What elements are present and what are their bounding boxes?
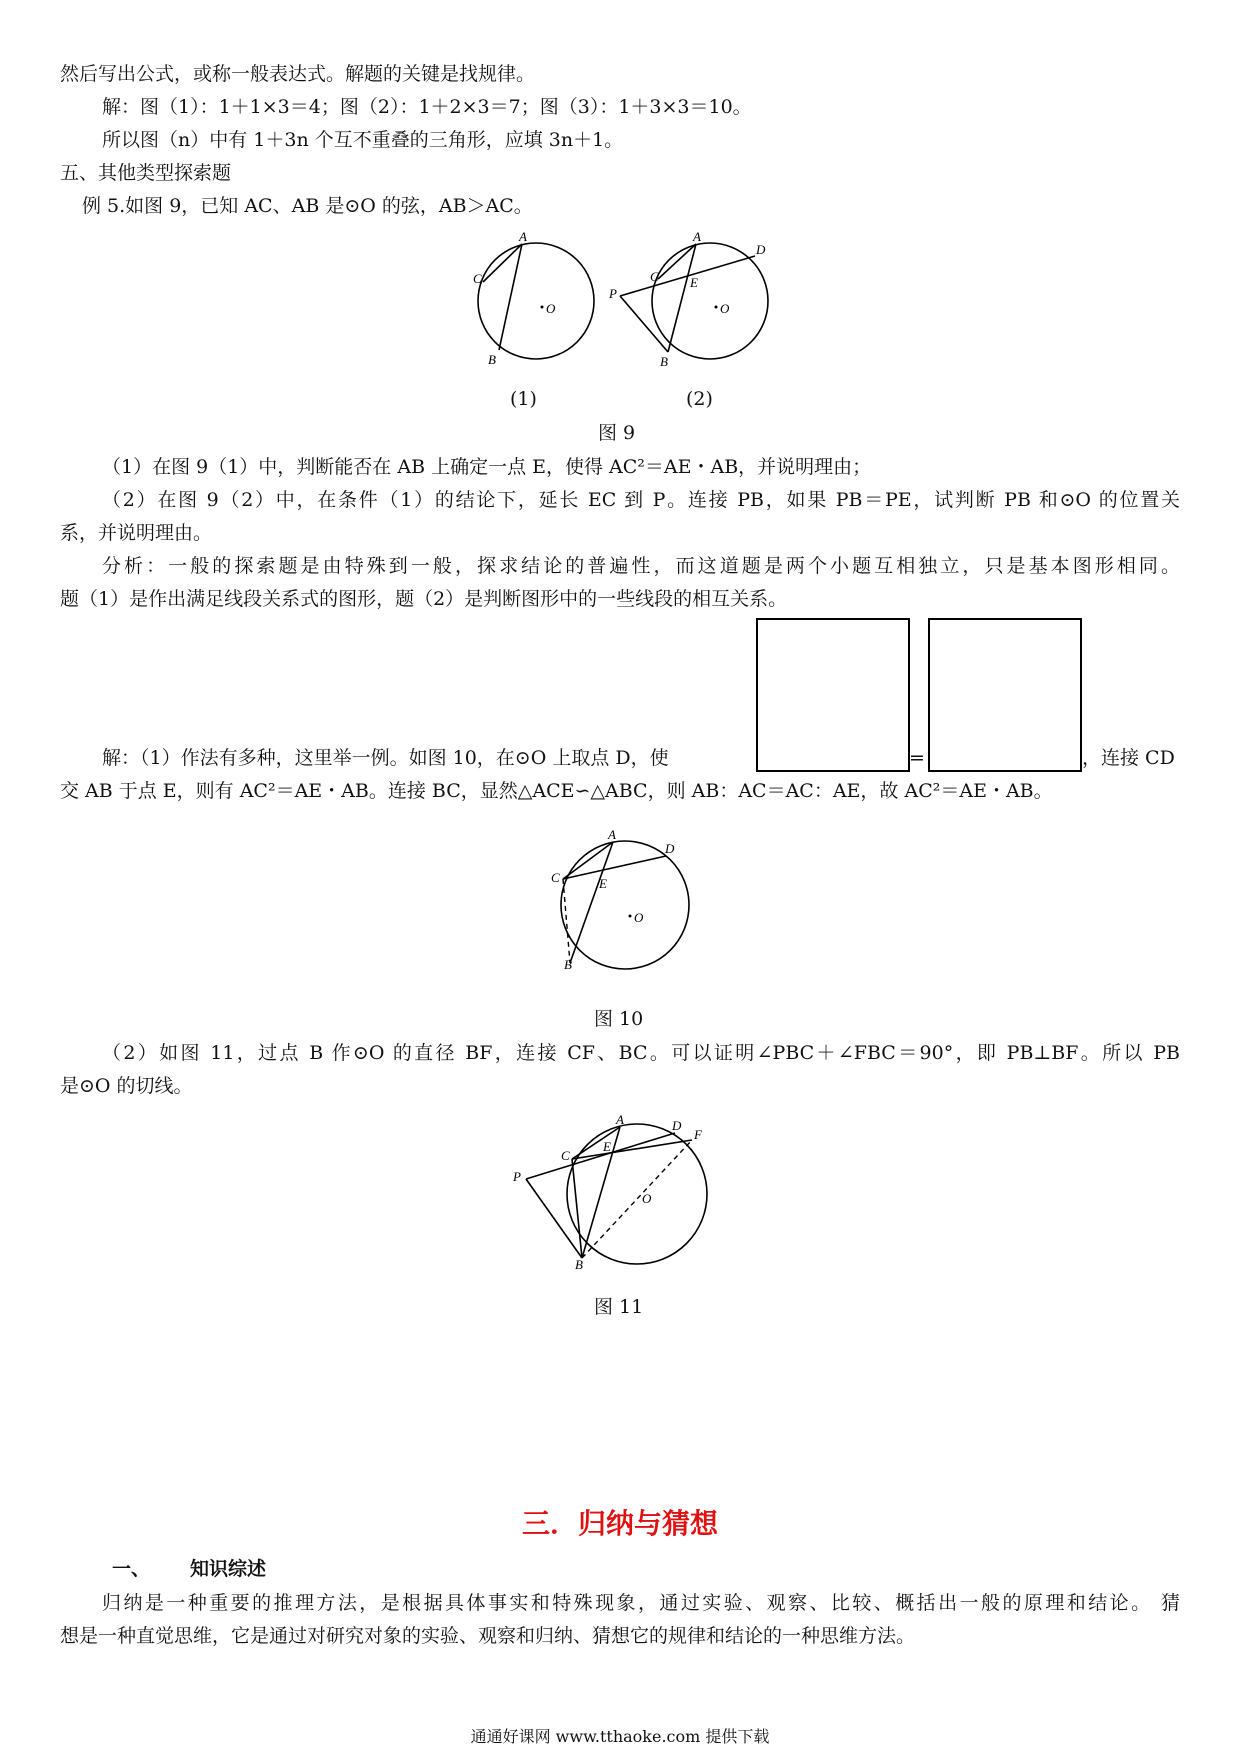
- point-label: C: [551, 870, 560, 885]
- figure-10: [548, 826, 698, 976]
- point-label: D: [665, 841, 675, 856]
- analysis: 分析：一般的探索题是由特殊到一般，探求结论的普遍性，而这道题是两个小题互相独立，只是基本图形相同。: [102, 555, 1180, 577]
- point-label: C: [473, 271, 482, 286]
- figure-caption: 图 11: [594, 1296, 644, 1318]
- question-1: （1）在图 9（1）中，判断能否在 AB 上确定一点 E，使得 AC²＝AE・AB，并说明理由；: [102, 456, 872, 478]
- chapter-heading: 三．归纳与猜想: [521, 1507, 718, 1540]
- point-label: B: [488, 352, 496, 367]
- figure-caption: 图 9: [598, 422, 636, 444]
- example-statement: 例 5.如图 9，已知 AC、AB 是⊙O 的弦，AB＞AC。: [82, 195, 533, 217]
- figure-9-2: [608, 232, 770, 367]
- question-2: （2）在图 9（2）中，在条件（1）的结论下，延长 EC 到 P。连接 PB，如果 PB＝PE，试判断 PB 和⊙O 的位置关: [102, 489, 1180, 511]
- point-label: A: [693, 232, 701, 244]
- point-label: E: [690, 275, 698, 290]
- solution-1-line2: 交 AB 于点 E，则有 AC²＝AE・AB。连接 BC，显然△ACE∽△ABC，则 AB：AC＝AC：AE，故 AC²＝AE・AB。: [60, 780, 1053, 802]
- point-label: A: [608, 827, 616, 842]
- text-line: 解：图（1）：1＋1×3＝4；图（2）：1＋2×3＝7；图（3）：1＋3×3＝10。: [102, 96, 752, 118]
- point-label: D: [756, 242, 766, 257]
- page-footer: 通通好课网 www.tthaoke.com 提供下载: [470, 1727, 770, 1746]
- figure-9-1: [470, 232, 600, 367]
- solution-1-cont: ，连接 CD: [1082, 747, 1175, 769]
- figure-subcaption: (2): [686, 388, 713, 410]
- point-label: F: [694, 1127, 702, 1142]
- figure-11: [512, 1115, 712, 1270]
- subsection-title: 知识综述: [190, 1558, 267, 1580]
- point-label: C: [561, 1148, 570, 1163]
- point-label: B: [660, 354, 668, 367]
- equals-sign: =: [909, 747, 925, 769]
- point-label: E: [603, 1139, 611, 1154]
- analysis-cont: 题（1）是作出满足线段关系式的图形，题（2）是判断图形中的一些线段的相互关系。: [60, 588, 788, 610]
- figure-caption: 图 10: [594, 1008, 644, 1030]
- solution-1: 解：（1）作法有多种，这里举一例。如图 10，在⊙O 上取点 D，使: [102, 747, 669, 769]
- point-label: O: [720, 301, 730, 316]
- point-label: O: [634, 910, 644, 925]
- point-label: A: [519, 232, 527, 244]
- point-label: C: [650, 269, 659, 284]
- blank-box: [756, 618, 910, 772]
- paragraph: 归纳是一种重要的推理方法，是根据具体事实和特殊现象，通过实验、观察、比较、概括出一般的原理和结论。 猜: [102, 1592, 1180, 1614]
- text-line: 所以图（n）中有 1＋3n 个互不重叠的三角形，应填 3n＋1。: [102, 129, 624, 151]
- point-label: B: [575, 1257, 583, 1270]
- section-heading: 五、其他类型探索题: [60, 162, 232, 184]
- point-label: P: [513, 1169, 521, 1184]
- point-label: E: [599, 876, 607, 891]
- point-label: D: [672, 1118, 682, 1133]
- point-label: P: [609, 286, 617, 301]
- solution-2: （2）如图 11，过点 B 作⊙O 的直径 BF，连接 CF、BC。可以证明∠PBC＋∠FBC＝90°，即 PB⊥BF。所以 PB: [102, 1042, 1180, 1064]
- paragraph-cont: 想是一种直觉思维，它是通过对研究对象的实验、观察和归纳、猜想它的规律和结论的一种思维方法。: [60, 1625, 916, 1647]
- text-line: 然后写出公式，或称一般表达式。解题的关键是找规律。: [60, 63, 536, 85]
- point-label: A: [616, 1115, 624, 1127]
- blank-box: [928, 618, 1082, 772]
- figure-subcaption: (1): [510, 388, 537, 410]
- solution-2-cont: 是⊙O 的切线。: [60, 1075, 193, 1097]
- point-label: B: [564, 957, 572, 972]
- question-2-cont: 系，并说明理由。: [60, 522, 213, 544]
- point-label: O: [642, 1191, 652, 1206]
- subsection-number: 一、: [112, 1558, 151, 1580]
- point-label: O: [546, 301, 556, 316]
